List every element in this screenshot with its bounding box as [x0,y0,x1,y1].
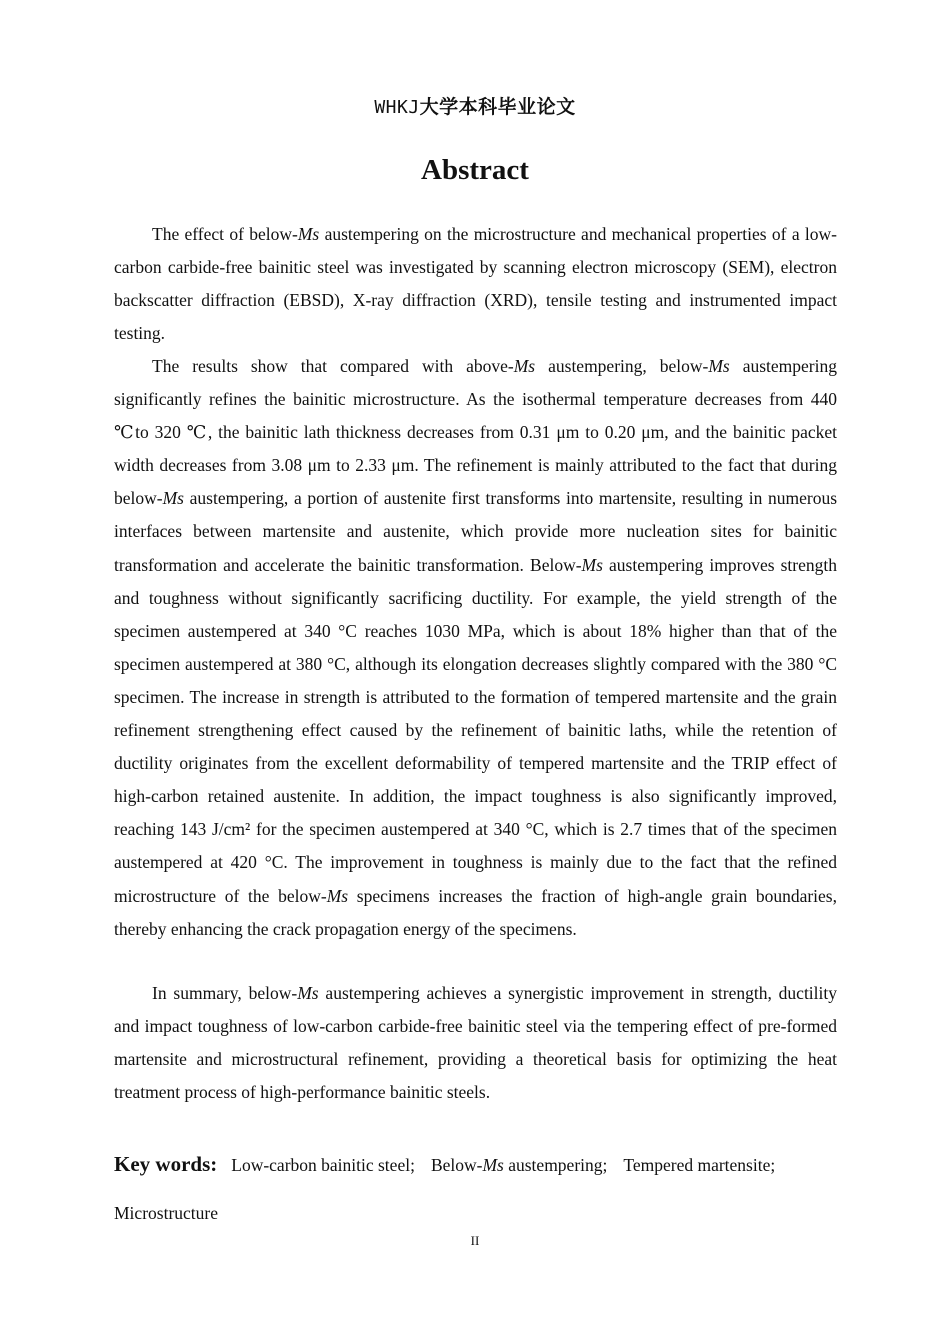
keyword-1: Low-carbon bainitic steel; [231,1155,415,1175]
header-institution-code: WHKJ [374,97,420,118]
text-run: Below- [430,1155,483,1175]
running-header [0,93,950,122]
text-run: austempering achieves a synergistic improvement in strength, ductility and impact toughness of low-carbon carbide-free bainitic steel via the tempering effect of pre-formed martensite and microstructural refinement, providing a theoretical basis for optimizing the heat treatment process of high-performance bainitic steels. [114,983,837,1103]
keyword-3: Tempered martensite; [623,1155,776,1175]
abstract-paragraph-2 [114,350,837,946]
text-run: In summary, below- [152,983,298,1003]
abstract-paragraph-3 [114,977,837,1109]
header-thesis-label: 大学本科毕业论文 [419,96,576,118]
text-run: specimens increases the fraction of high-angle grain boundaries, thereby enhancing the crack propagation energy of the specimens. [114,885,837,939]
italic-term: Ms [513,356,536,376]
abstract-paragraph-1 [114,218,837,350]
page-number: II [470,1233,480,1248]
text-run: austempering on the microstructure and mechanical properties of a low-carbon carbide-free bainitic steel was investigated by scanning electron microscopy (SEM), electron backscatter diffraction (EBSD), X-ray diffraction (XRD), tensile testing and instrumented impact testing. [114,224,837,344]
italic-term: Ms [326,885,349,906]
text-run: austempering, below- [535,356,709,376]
keywords-label: Key words: [114,1152,218,1176]
keywords-section [114,1140,844,1237]
keyword-2 [431,1155,607,1175]
text-run: The results show that compared with above- [152,356,514,376]
text-run: austempering; [503,1155,608,1175]
italic-term: Ms [297,983,319,1003]
text-run: austempering improves strength and toughness without significantly sacrificing ductility. For example, the yield strength of the specimen austempered at 340 °C reaches 1030 MPa, which is about 18% higher than that of the specimen austempered at 380 °C, although its elongation decreases slightly compared with the 380 °C specimen. The increase in strength is attributed to the formation of tempered martensite and the grain refinement strengthening effect caused by the refinement of bainitic laths, while the retention of ductility originates from the excellent deformability of tempered martensite and the TRIP effect of high-carbon retained austenite. In addition, the impact toughness is also significantly improved, reaching 143 J/cm² for the specimen austempered at 340 °C, which is 2.7 times that of the specimen austempered at 420 °C. The improvement in toughness is mainly due to the fact that the refined microstructure of the below- [114,554,837,906]
italic-term: Ms [162,488,184,509]
italic-term: Ms [482,1155,504,1175]
italic-term: Ms [708,356,730,376]
italic-term: Ms [297,224,320,244]
page-title: Abstract [421,154,529,186]
text-run: austempering, a portion of austenite first transforms into martensite, resulting in numerous interfaces between martensite and austenite, which provide more nucleation sites for bainitic transformation and accelerate the bainitic transformation. Below- [114,488,837,575]
italic-term: Ms [581,554,603,575]
text-run: austempering significantly refines the bainitic microstructure. As the isothermal temperature decreases from 440 ℃to 320 ℃, the bainitic lath thickness decreases from 0.31 μm to 0.20 μm, and the bainitic packet width decreases from 3.08 μm to 2.33 μm. The refinement is mainly attributed to the fact that during below- [114,356,837,509]
text-run: The effect of below- [152,224,298,244]
keyword-4: Microstructure [114,1203,218,1223]
